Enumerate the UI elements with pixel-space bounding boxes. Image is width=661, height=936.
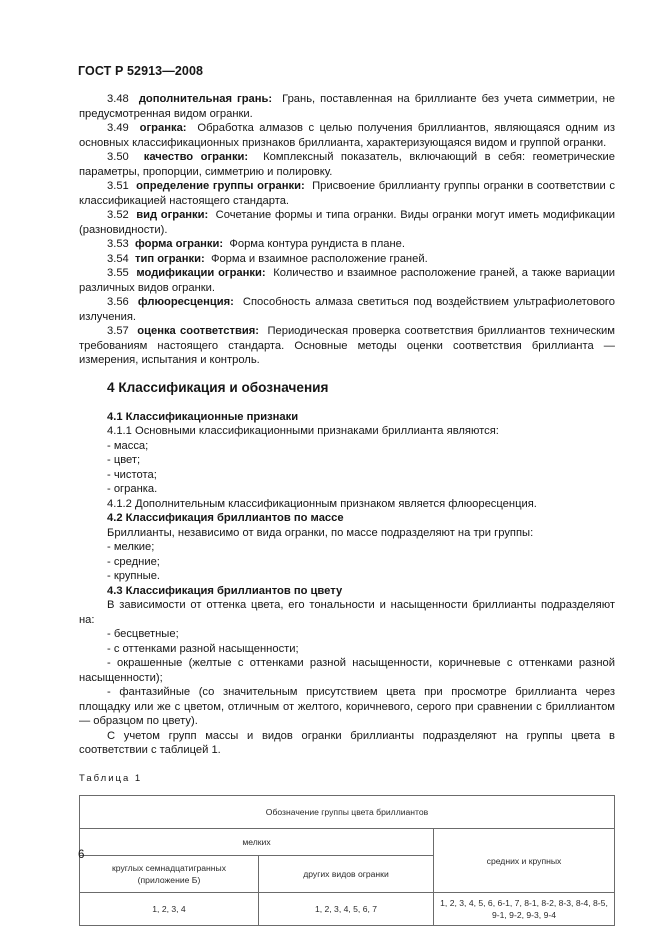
list-item: - огранка. (107, 483, 158, 495)
list-item: - фантазийные (со значительным присутствием цвета при просмотре бриллианта через площадку или же с цветом, отличным от желтого, коричневого, серого при сравнении с бриллиантом — образцом по цвету). (79, 686, 615, 727)
table-row (80, 796, 615, 829)
list-item: - мелкие; (107, 541, 155, 553)
definition-3-50: 3.50 качество огранки: Комплексный показатель, включающий в себя: геометрические параметры, пропорции, симметрию и полировку. (79, 151, 615, 178)
table-header-cell: других видов огранки (259, 856, 434, 893)
definition-3-55: 3.55 модификации огранки: Количество и взаимное расположение граней, а также вариации различных видов огранки. (79, 267, 616, 294)
page-number: 6 (78, 849, 85, 861)
definition-3-52: 3.52 вид огранки: Сочетание формы и типа огранки. Виды огранки могут иметь модификации (разновидности). (79, 209, 616, 236)
table-header-cell: мелких (80, 829, 434, 856)
definition-3-53: 3.53 форма огранки: Форма контура рундиста в плане. (107, 238, 405, 250)
section-4-2-title: 4.2 Классификация бриллиантов по массе (107, 512, 344, 524)
section-4-1-title: 4.1 Классификационные признаки (107, 410, 299, 423)
definition-3-57: 3.57 оценка соответствия: Периодическая проверка соответствия бриллиантов техническим требованиям настоящего стандарта. Основные методы оценки соответствия бриллианта — измерения, испытания и контроль. (79, 325, 615, 366)
color-group-table (79, 795, 615, 926)
definition-3-49: 3.49 огранка: Обработка алмазов с целью получения бриллиантов, являющаяся одним из основных классификационных признаков бриллианта, характеризующаяся видом и группой огранки. (79, 122, 615, 149)
list-item: - с оттенками разной насыщенности; (107, 642, 299, 655)
table-cell: 1, 2, 3, 4, 5, 6, 7 (259, 893, 434, 926)
section-4-3-text: В зависимости от оттенка цвета, его тональности и насыщенности бриллианты подразделяют на: (79, 599, 615, 626)
list-item: - средние; (107, 555, 160, 568)
definition-3-56: 3.56 флюоресценция: Способность алмаза светиться под воздействием ультрафиолетового излучения. (79, 296, 615, 323)
table-cell: 1, 2, 3, 4, 5, 6, 6-1, 7, 8-1, 8-2, 8-3, 8-4, 8-5, 9-1, 9-2, 9-3, 9-4 (434, 893, 615, 926)
document-body (79, 92, 615, 926)
section-4-1-2: 4.1.2 Дополнительным классификационным признаком является флюоресценция. (107, 497, 537, 510)
definition-3-54: 3.54 тип огранки: Форма и взаимное расположение граней. (107, 252, 428, 265)
definition-3-48: 3.48 дополнительная грань: Грань, поставленная на бриллианте без учета симметрии, не предусмотренная видом огранки. (79, 93, 615, 120)
table-caption: Таблица 1 (79, 772, 143, 784)
table-row (80, 893, 615, 926)
table-header-cell: круглых семнадцатигранных (приложение Б) (80, 856, 259, 893)
section-4-3-title: 4.3 Классификация бриллиантов по цвету (107, 584, 343, 597)
section-4-3-closing: С учетом групп массы и видов огранки бриллианты подразделяют на группы цвета в соответствии с таблицей 1. (79, 729, 615, 756)
document-header: ГОСТ Р 52913—2008 (78, 64, 204, 78)
list-item: - бесцветные; (107, 628, 179, 640)
definition-3-51: 3.51 определение группы огранки: Присвоение бриллианту группы огранки в соответствии с классификацией настоящего стандарта. (79, 180, 616, 207)
list-item: - окрашенные (желтые с оттенками разной насыщенности, коричневые с оттенками разной насыщенности); (79, 657, 615, 684)
list-item: - масса; (107, 439, 149, 452)
section-4-1-1: 4.1.1 Основными классификационными признаками бриллианта являются: (107, 425, 499, 437)
list-item: - чистота; (107, 468, 157, 481)
table-row (80, 829, 615, 856)
table-header-cell: средних и крупных (434, 829, 615, 893)
table-cell: 1, 2, 3, 4 (80, 893, 259, 926)
list-item: - цвет; (107, 454, 141, 466)
table-header-cell: Обозначение группы цвета бриллиантов (80, 796, 615, 829)
section-4-title: 4 Классификация и обозначения (107, 379, 329, 395)
section-4-2-text: Бриллианты, независимо от вида огранки, по массе подразделяют на три группы: (107, 526, 534, 539)
list-item: - крупные. (107, 570, 161, 582)
